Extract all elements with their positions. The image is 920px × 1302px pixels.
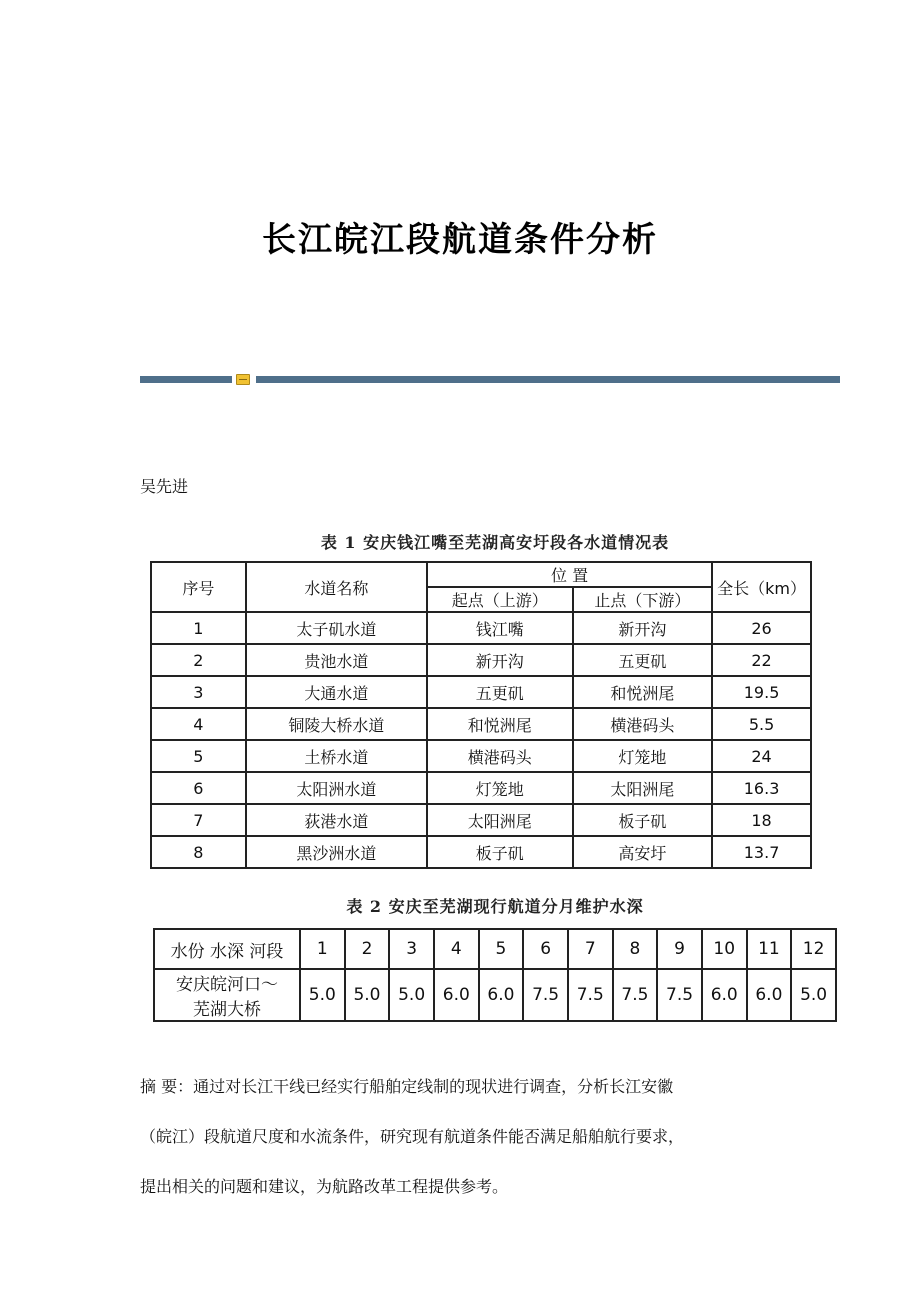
cell-name: 土桥水道 <box>246 740 427 772</box>
cell-seq: 8 <box>151 836 246 868</box>
depth-table <box>153 928 837 1022</box>
month-header: 7 <box>568 929 613 969</box>
segment-line1: 安庆皖河口～ <box>176 975 278 995</box>
cell-end: 太阳洲尾 <box>573 772 713 804</box>
cell-length: 5.5 <box>712 708 811 740</box>
table-row <box>151 676 811 708</box>
cell-end: 横港码头 <box>573 708 713 740</box>
section-divider <box>140 374 840 384</box>
month-header: 12 <box>791 929 836 969</box>
segment-line2: 芜湖大桥 <box>193 1000 261 1020</box>
cell-seq: 7 <box>151 804 246 836</box>
table-row <box>151 612 811 644</box>
month-header: 8 <box>613 929 658 969</box>
depth-cell: 5.0 <box>345 969 390 1021</box>
cell-start: 五更矶 <box>427 676 573 708</box>
cell-length: 24 <box>712 740 811 772</box>
cell-end: 高安圩 <box>573 836 713 868</box>
header-name: 水道名称 <box>246 562 427 612</box>
depth-cell: 7.5 <box>657 969 702 1021</box>
cell-start: 和悦洲尾 <box>427 708 573 740</box>
month-header: 1 <box>300 929 345 969</box>
cell-seq: 3 <box>151 676 246 708</box>
depth-cell: 6.0 <box>434 969 479 1021</box>
table-row <box>151 644 811 676</box>
cell-length: 22 <box>712 644 811 676</box>
abstract-line: 摘 要：通过对长江干线已经实行船舶定线制的现状进行调查，分析长江安徽 <box>140 1077 674 1096</box>
cell-length: 26 <box>712 612 811 644</box>
cell-name: 大通水道 <box>246 676 427 708</box>
cell-seq: 1 <box>151 612 246 644</box>
month-header: 6 <box>523 929 568 969</box>
cell-seq: 6 <box>151 772 246 804</box>
cell-end: 五更矶 <box>573 644 713 676</box>
cell-name: 太子矶水道 <box>246 612 427 644</box>
cell-length: 13.7 <box>712 836 811 868</box>
cell-name: 铜陵大桥水道 <box>246 708 427 740</box>
cell-end: 新开沟 <box>573 612 713 644</box>
depth-cell: 5.0 <box>389 969 434 1021</box>
abstract-line: 提出相关的问题和建议，为航路改革工程提供参考。 <box>140 1177 509 1196</box>
cell-seq: 2 <box>151 644 246 676</box>
segment-cell <box>154 969 300 1021</box>
month-header: 3 <box>389 929 434 969</box>
header-length: 全长（km） <box>712 562 811 612</box>
cell-length: 16.3 <box>712 772 811 804</box>
cell-start: 钱江嘴 <box>427 612 573 644</box>
cell-end: 灯笼地 <box>573 740 713 772</box>
cell-name: 贵池水道 <box>246 644 427 676</box>
page-title: 长江皖江段航道条件分析 <box>262 220 658 260</box>
depth-cell: 6.0 <box>479 969 524 1021</box>
cell-end: 板子矶 <box>573 804 713 836</box>
cell-length: 19.5 <box>712 676 811 708</box>
cell-start: 横港码头 <box>427 740 573 772</box>
cell-start: 灯笼地 <box>427 772 573 804</box>
waterway-table <box>150 561 812 869</box>
table-row <box>151 740 811 772</box>
table2-depth-row <box>154 969 836 1021</box>
month-header: 9 <box>657 929 702 969</box>
table-row <box>151 708 811 740</box>
cell-seq: 4 <box>151 708 246 740</box>
cell-start: 板子矶 <box>427 836 573 868</box>
cell-start: 太阳洲尾 <box>427 804 573 836</box>
abstract <box>140 1062 780 1212</box>
abstract-line: （皖江）段航道尺度和水流条件，研究现有航道条件能否满足船舶航行要求， <box>140 1127 685 1146</box>
table-row <box>151 804 811 836</box>
header-start: 起点（上游） <box>427 587 573 612</box>
cell-name: 荻港水道 <box>246 804 427 836</box>
table1-header-row-top <box>151 562 811 587</box>
cell-length: 18 <box>712 804 811 836</box>
divider-bar-right <box>256 376 840 383</box>
month-header: 2 <box>345 929 390 969</box>
header-end: 止点（下游） <box>573 587 713 612</box>
table-row <box>151 772 811 804</box>
header-seq: 序号 <box>151 562 246 612</box>
table2-month-row <box>154 929 836 969</box>
depth-cell: 7.5 <box>523 969 568 1021</box>
month-header: 4 <box>434 929 479 969</box>
cell-name: 黑沙洲水道 <box>246 836 427 868</box>
month-header: 5 <box>479 929 524 969</box>
depth-cell: 6.0 <box>747 969 792 1021</box>
table1-caption: 表 1 安庆钱江嘴至芜湖高安圩段各水道情况表 <box>320 533 670 552</box>
month-header: 11 <box>747 929 792 969</box>
table2-caption: 表 2 安庆至芜湖现行航道分月维护水深 <box>346 897 644 916</box>
table-row <box>151 836 811 868</box>
corner-header: 水份 水深 河段 <box>154 929 300 969</box>
header-position: 位 置 <box>427 562 712 587</box>
depth-cell: 6.0 <box>702 969 747 1021</box>
author-name: 吴先进 <box>140 477 189 496</box>
cell-seq: 5 <box>151 740 246 772</box>
envelope-icon <box>236 374 250 385</box>
cell-start: 新开沟 <box>427 644 573 676</box>
depth-cell: 5.0 <box>300 969 345 1021</box>
cell-end: 和悦洲尾 <box>573 676 713 708</box>
cell-name: 太阳洲水道 <box>246 772 427 804</box>
depth-cell: 5.0 <box>791 969 836 1021</box>
month-header: 10 <box>702 929 747 969</box>
depth-cell: 7.5 <box>568 969 613 1021</box>
divider-bar-left <box>140 376 232 383</box>
depth-cell: 7.5 <box>613 969 658 1021</box>
